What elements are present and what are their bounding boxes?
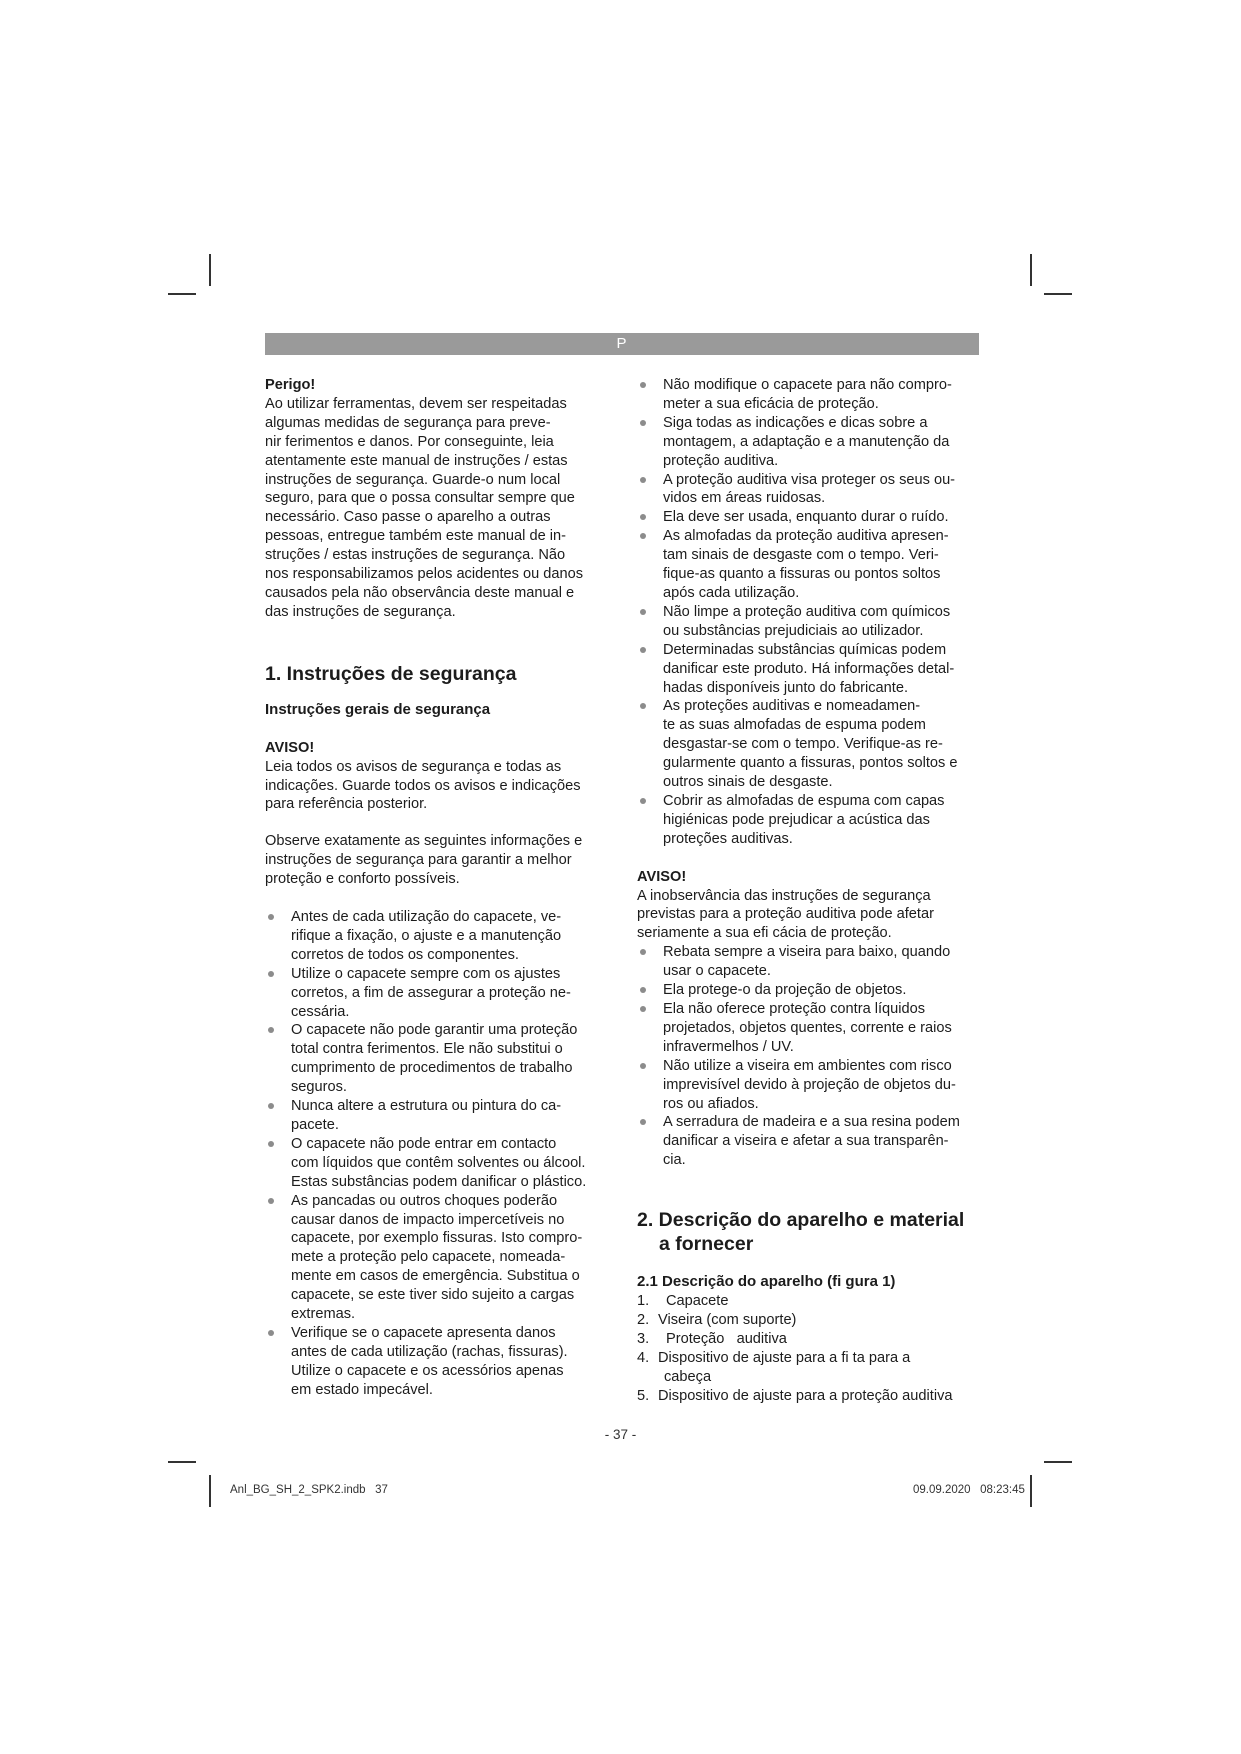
hearing-protection-list (637, 376, 982, 849)
text-line: Não modifique o capacete para não compro- (663, 377, 952, 393)
footer-file-name: Anl_BG_SH_2_SPK2.indb 37 (230, 1484, 388, 1496)
text-line: O capacete não pode garantir uma proteção (291, 1022, 578, 1039)
list-item (265, 1324, 610, 1400)
section-2-title (637, 1208, 982, 1256)
list-item (265, 908, 610, 965)
text-line: struções / estas instruções de segurança. Não (265, 547, 566, 564)
page-number: - 37 - (604, 1427, 637, 1442)
visor-safety-list (637, 943, 982, 1170)
right-column (637, 376, 982, 1406)
language-code: P (616, 335, 628, 352)
list-item (637, 471, 982, 509)
text-line: algumas medidas de segurança para preve- (265, 414, 551, 431)
language-header-bar (265, 333, 979, 355)
text-line: instruções de segurança para garantir a melhor (265, 852, 572, 869)
text-line: A serradura de madeira e a sua resina podem (663, 1114, 960, 1131)
text-line: tam sinais de desgaste com o tempo. Veri- (663, 547, 939, 564)
list-item (637, 527, 982, 603)
crop-mark (168, 293, 196, 295)
text-line: montagem, a adaptação e a manutenção da (663, 433, 950, 450)
warning-title: AVISO! (265, 739, 315, 756)
list-item (637, 1387, 982, 1406)
text-line: cia. (663, 1152, 686, 1169)
footer-timestamp: 09.09.2020 08:23:45 (913, 1484, 1025, 1496)
crop-mark (1044, 1461, 1072, 1463)
text-line: A inobservância das instruções de segurança (637, 887, 931, 904)
list-item (637, 641, 982, 698)
text-line: seriamente a sua efi cácia de proteção. (637, 925, 892, 942)
crop-mark (1030, 1475, 1032, 1507)
list-item (637, 792, 982, 849)
text-line: ros ou afiados. (663, 1095, 759, 1112)
list-item (637, 508, 982, 527)
text-line: corretos, a fim de assegurar a proteção ne- (291, 984, 571, 1001)
text-line: total contra ferimentos. Ele não substitui o (291, 1041, 563, 1058)
text-line: Não utilize a viseira em ambientes com risco (663, 1057, 952, 1074)
list-item (637, 1349, 982, 1387)
list-item (637, 1000, 982, 1057)
text-line: Rebata sempre a viseira para baixo, quando (663, 944, 951, 961)
list-item (265, 1135, 610, 1192)
text-line: Capacete (666, 1293, 729, 1310)
text-line: cumprimento de procedimentos de trabalho (291, 1060, 573, 1077)
section-1-title: 1. Instruções de segurança (265, 662, 517, 685)
text-line: Observe exatamente as seguintes informações e (265, 833, 583, 850)
text-line: indicações. Guarde todos os avisos e indicações (265, 777, 581, 794)
text-line: higiénicas pode prejudicar a acústica das (663, 811, 930, 828)
text-line: extremas. (291, 1306, 356, 1323)
observe-text (265, 832, 610, 889)
text-line: atentamente este manual de instruções / estas (265, 452, 568, 469)
text-line: necessário. Caso passe o aparelho a outras (265, 509, 551, 526)
text-line: Determinadas substâncias químicas podem (663, 641, 947, 658)
text-line: Nunca altere a estrutura ou pintura do ca- (291, 1098, 562, 1115)
helmet-safety-list (265, 908, 610, 1400)
list-item (637, 697, 982, 792)
text-line: Não limpe a proteção auditiva com químicos (663, 603, 951, 620)
text-line: Estas substâncias podem danificar o plástico. (291, 1173, 587, 1190)
list-item (265, 1021, 610, 1097)
text-line: a fornecer (659, 1233, 754, 1256)
text-line: para referência posterior. (265, 796, 428, 813)
text-line: proteção auditiva. (663, 452, 779, 469)
text-line: em estado impecável. (291, 1381, 433, 1398)
text-line: imprevisível devido à projeção de objetos du- (663, 1076, 956, 1093)
text-line: vidos em áreas ruidosas. (663, 490, 826, 507)
text-line: com líquidos que contêm solventes ou álcool. (291, 1154, 586, 1171)
text-line: Viseira (com suporte) (658, 1311, 797, 1328)
text-line: As pancadas ou outros choques poderão (291, 1192, 558, 1209)
list-item (637, 1057, 982, 1114)
list-item (637, 981, 982, 1000)
warning-text (265, 758, 610, 815)
list-item (265, 965, 610, 1022)
text-line: hadas disponíveis junto do fabricante. (663, 679, 909, 696)
text-line: causar danos de impacto impercetíveis no (291, 1211, 565, 1228)
item-number: 5. (637, 1387, 650, 1404)
left-column (265, 376, 610, 1400)
text-line: capacete, por exemplo fissuras. Isto compro- (291, 1230, 583, 1247)
text-line: Cobrir as almofadas de espuma com capas (663, 792, 945, 809)
list-item (637, 1113, 982, 1170)
text-line: após cada utilização. (663, 584, 800, 601)
text-line: desgastar-se com o tempo. Verifique-as re- (663, 736, 943, 753)
list-item (265, 1192, 610, 1324)
text-line: rifique a fixação, o ajuste e a manutenção (291, 927, 562, 944)
crop-mark (1044, 293, 1072, 295)
text-line: O capacete não pode entrar em contacto (291, 1135, 557, 1152)
warning-text (637, 887, 982, 944)
text-line: proteção e conforto possíveis. (265, 871, 460, 888)
text-line: Dispositivo de ajuste para a proteção auditiva (658, 1387, 953, 1404)
text-line: Dispositivo de ajuste para a fi ta para a (658, 1349, 911, 1366)
warning-title: AVISO! (637, 868, 687, 885)
text-line: ou substâncias prejudiciais ao utilizador. (663, 622, 924, 639)
text-line: Ela protege-o da projeção de objetos. (663, 982, 907, 999)
crop-mark (1030, 254, 1032, 286)
text-line: pessoas, entregue também este manual de in- (265, 528, 566, 545)
item-number: 4. (637, 1349, 650, 1366)
text-line: infravermelhos / UV. (663, 1038, 794, 1055)
text-line: capacete, se este tiver sido sujeito a cargas (291, 1287, 575, 1304)
text-line: corretos de todos os componentes. (291, 946, 519, 963)
text-line: causados pela não observância deste manual e (265, 584, 575, 601)
text-line: mete a proteção pelo capacete, nomeada- (291, 1249, 566, 1266)
text-line: Utilize o capacete sempre com os ajustes (291, 965, 561, 982)
crop-mark (209, 254, 211, 286)
parts-list (637, 1292, 982, 1405)
crop-mark (168, 1461, 196, 1463)
item-number: 3. (637, 1330, 650, 1347)
list-item (637, 1292, 982, 1311)
list-item (637, 943, 982, 981)
text-line: usar o capacete. (663, 963, 771, 980)
list-item (637, 1311, 982, 1330)
list-item (265, 1097, 610, 1135)
text-line: mente em casos de emergência. Substitua o (291, 1268, 580, 1285)
text-line: As almofadas da proteção auditiva apresen- (663, 528, 949, 545)
text-line: fique-as quanto a fissuras ou pontos soltos (663, 566, 941, 583)
text-line: previstas para a proteção auditiva pode afetar (637, 906, 934, 923)
text-line: das instruções de segurança. (265, 603, 456, 620)
text-line: nos responsabilizamos pelos acidentes ou danos (265, 566, 584, 583)
text-line: seguros. (291, 1079, 347, 1096)
text-line: projetados, objetos quentes, corrente e raios (663, 1019, 952, 1036)
text-line: Ela deve ser usada, enquanto durar o ruído. (663, 509, 949, 526)
list-item (637, 1330, 982, 1349)
text-line: danificar este produto. Há informações detal- (663, 660, 955, 677)
text-line: instruções de segurança. Guarde-o num local (265, 471, 561, 488)
text-line: Leia todos os avisos de segurança e todas as (265, 758, 562, 775)
danger-title: Perigo! (265, 377, 316, 393)
text-line: A proteção auditiva visa proteger os seus ou- (663, 471, 956, 488)
text-line: seguro, para que o possa consultar sempre que (265, 490, 575, 507)
item-number: 2. (637, 1311, 650, 1328)
text-line: danificar a viseira e afetar a sua transparên- (663, 1133, 949, 1150)
text-line: meter a sua eficácia de proteção. (663, 395, 879, 412)
text-line: gularmente quanto a fissuras, pontos soltos e (663, 755, 958, 772)
text-line: antes de cada utilização (rachas, fissuras). (291, 1343, 568, 1360)
danger-text (265, 395, 610, 622)
text-line: As proteções auditivas e nomeadamen- (663, 698, 921, 715)
list-item (637, 376, 982, 414)
text-line: nir ferimentos e danos. Por conseguinte, leia (265, 433, 554, 450)
text-line: pacete. (291, 1117, 339, 1133)
subsection-title: 2.1 Descrição do aparelho (fi gura 1) (637, 1273, 896, 1291)
text-line: Utilize o capacete e os acessórios apenas (291, 1362, 564, 1379)
text-line: te as suas almofadas de espuma podem (663, 717, 926, 734)
text-line: Ela não oferece proteção contra líquidos (663, 1001, 926, 1017)
text-line: cabeça (664, 1368, 712, 1385)
text-line: Proteção auditiva (666, 1330, 787, 1347)
list-item (637, 603, 982, 641)
general-safety-title: Instruções gerais de segurança (265, 700, 491, 718)
text-line: Antes de cada utilização do capacete, ve- (291, 909, 562, 926)
item-number: 1. (637, 1293, 650, 1310)
text-line: 2. Descrição do aparelho e material (637, 1209, 965, 1232)
crop-mark (209, 1475, 211, 1507)
text-line: Ao utilizar ferramentas, devem ser respeitadas (265, 395, 567, 412)
text-line: proteções auditivas. (663, 830, 793, 847)
list-item (637, 414, 982, 471)
text-line: cessária. (291, 1003, 350, 1020)
text-line: outros sinais de desgaste. (663, 774, 833, 791)
text-line: Verifique se o capacete apresenta danos (291, 1324, 556, 1341)
text-line: Siga todas as indicações e dicas sobre a (663, 414, 928, 431)
